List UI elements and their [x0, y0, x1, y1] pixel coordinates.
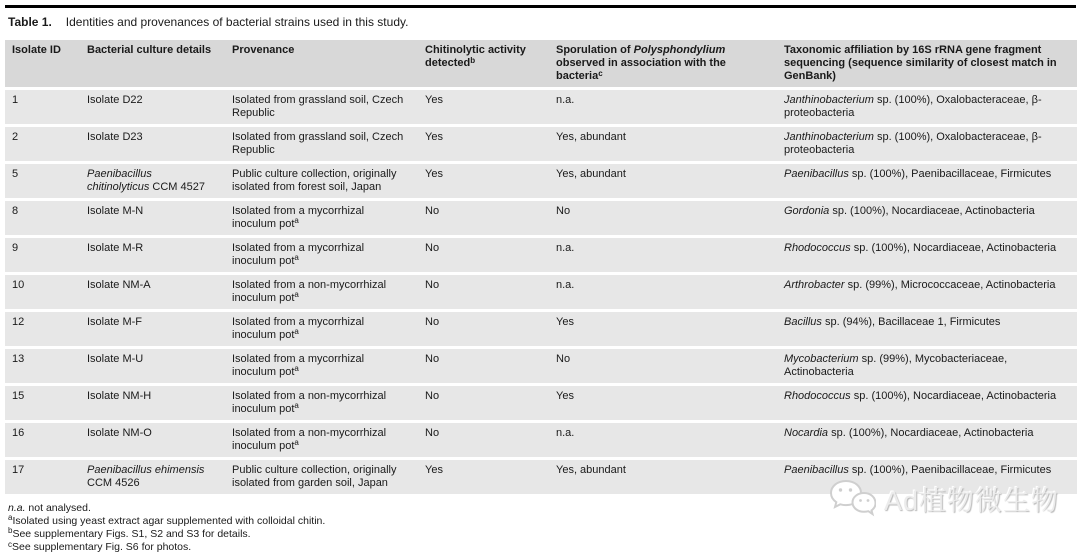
- cell-provenance: Isolated from a non-mycorrhizal inoculum pot$^a$: [225, 275, 418, 309]
- footnote-line: $^a$Isolated using yeast extract agar supplemented with colloidal chitin.: [8, 513, 326, 527]
- cell-chitinolytic: No: [418, 238, 549, 272]
- cell-taxonomy: Janthinobacterium sp. (100%), Oxalobacteraceae, β-proteobacteria: [777, 90, 1077, 124]
- table-row: [5, 275, 1077, 309]
- table-row: [5, 312, 1077, 346]
- cell-culture: Isolate M-N: [80, 201, 225, 235]
- cell-sporulation: Yes: [549, 386, 777, 420]
- cell-culture: Paenibacillus ehimensis CCM 4526: [80, 460, 225, 494]
- cell-culture: Isolate M-R: [80, 238, 225, 272]
- column-header-culture: Bacterial culture details: [80, 40, 225, 87]
- cell-sporulation: Yes, abundant: [549, 460, 777, 494]
- table-caption: [5, 8, 1077, 37]
- table-row: [5, 238, 1077, 272]
- cell-chitinolytic: No: [418, 275, 549, 309]
- cell-provenance: Public culture collection, originally isolated from forest soil, Japan: [225, 164, 418, 198]
- cell-sporulation: Yes: [549, 312, 777, 346]
- cell-isolate-id: 12: [5, 312, 80, 346]
- cell-isolate-id: 2: [5, 127, 80, 161]
- cell-culture: Isolate D23: [80, 127, 225, 161]
- cell-isolate-id: 9: [5, 238, 80, 272]
- cell-culture: Isolate NM-H: [80, 386, 225, 420]
- table-row: [5, 127, 1077, 161]
- cell-taxonomy: Janthinobacterium sp. (100%), Oxalobacteraceae, β-proteobacteria: [777, 127, 1077, 161]
- footnote-line: n.a. not analysed.: [8, 501, 91, 514]
- cell-taxonomy: Mycobacterium sp. (99%), Mycobacteriaceae, Actinobacteria: [777, 349, 1077, 383]
- cell-taxonomy: Bacillus sp. (94%), Bacillaceae 1, Firmicutes: [777, 312, 1077, 346]
- cell-provenance: Isolated from a mycorrhizal inoculum pot$^a$: [225, 201, 418, 235]
- wechat-icon: [828, 478, 876, 518]
- cell-provenance: Isolated from a non-mycorrhizal inoculum pot$^a$: [225, 423, 418, 457]
- cell-culture: Isolate NM-A: [80, 275, 225, 309]
- cell-chitinolytic: No: [418, 312, 549, 346]
- cell-sporulation: No: [549, 349, 777, 383]
- column-header-provenance: Provenance: [225, 40, 418, 87]
- cell-culture: Isolate D22: [80, 90, 225, 124]
- table-title: Identities and provenances of bacterial strains used in this study.: [65, 15, 409, 29]
- cell-taxonomy: Rhodococcus sp. (100%), Nocardiaceae, Actinobacteria: [777, 238, 1077, 272]
- cell-taxonomy: Paenibacillus sp. (100%), Paenibacillaceae, Firmicutes: [777, 460, 1077, 494]
- cell-taxonomy: Nocardia sp. (100%), Nocardiaceae, Actinobacteria: [777, 423, 1077, 457]
- cell-culture: Isolate M-F: [80, 312, 225, 346]
- table-body: [5, 90, 1077, 493]
- cell-chitinolytic: Yes: [418, 90, 549, 124]
- cell-provenance: Isolated from a mycorrhizal inoculum pot$^a$: [225, 312, 418, 346]
- cell-isolate-id: 1: [5, 90, 80, 124]
- cell-chitinolytic: Yes: [418, 164, 549, 198]
- cell-isolate-id: 16: [5, 423, 80, 457]
- cell-provenance: Isolated from a non-mycorrhizal inoculum pot$^a$: [225, 386, 418, 420]
- cell-chitinolytic: No: [418, 349, 549, 383]
- cell-chitinolytic: No: [418, 201, 549, 235]
- cell-isolate-id: 8: [5, 201, 80, 235]
- table-row: [5, 164, 1077, 198]
- cell-isolate-id: 5: [5, 164, 80, 198]
- cell-culture: Paenibacillus chitinolyticus CCM 4527: [80, 164, 225, 198]
- table-row: [5, 201, 1077, 235]
- cell-culture: Isolate M-U: [80, 349, 225, 383]
- table-row: [5, 349, 1077, 383]
- cell-taxonomy: Arthrobacter sp. (99%), Micrococcaceae, Actinobacteria: [777, 275, 1077, 309]
- cell-taxonomy: Gordonia sp. (100%), Nocardiaceae, Actinobacteria: [777, 201, 1077, 235]
- column-header-sporulation: Sporulation of Polysphondylium observed in association with the bacteria$^c$: [549, 40, 777, 87]
- table-row: [5, 386, 1077, 420]
- cell-sporulation: n.a.: [549, 275, 777, 309]
- table-number-label: Table 1.: [8, 15, 52, 29]
- watermark: [828, 478, 1059, 518]
- cell-provenance: Isolated from a mycorrhizal inoculum pot$^a$: [225, 349, 418, 383]
- cell-provenance: Isolated from a mycorrhizal inoculum pot$^a$: [225, 238, 418, 272]
- cell-isolate-id: 13: [5, 349, 80, 383]
- cell-sporulation: No: [549, 201, 777, 235]
- column-header-isolate-id: Isolate ID: [5, 40, 80, 87]
- table-row: [5, 423, 1077, 457]
- table-row: [5, 90, 1077, 124]
- cell-sporulation: n.a.: [549, 423, 777, 457]
- cell-provenance: Isolated from grassland soil, Czech Republic: [225, 127, 418, 161]
- footnote-line: $^b$See supplementary Figs. S1, S2 and S3 for details.: [8, 526, 251, 541]
- strains-table: [5, 37, 1077, 496]
- column-header-chitinolytic: Chitinolytic activity detected$^b$: [418, 40, 549, 87]
- cell-culture: Isolate NM-O: [80, 423, 225, 457]
- cell-chitinolytic: Yes: [418, 127, 549, 161]
- cell-chitinolytic: Yes: [418, 460, 549, 494]
- cell-isolate-id: 10: [5, 275, 80, 309]
- cell-chitinolytic: No: [418, 423, 549, 457]
- cell-isolate-id: 15: [5, 386, 80, 420]
- cell-sporulation: Yes, abundant: [549, 127, 777, 161]
- footnote-line: $^c$See supplementary Fig. S6 for photos.: [8, 539, 192, 554]
- cell-provenance: Public culture collection, originally isolated from garden soil, Japan: [225, 460, 418, 494]
- cell-sporulation: n.a.: [549, 90, 777, 124]
- cell-taxonomy: Rhodococcus sp. (100%), Nocardiaceae, Actinobacteria: [777, 386, 1077, 420]
- cell-provenance: Isolated from grassland soil, Czech Republic: [225, 90, 418, 124]
- cell-isolate-id: 17: [5, 460, 80, 494]
- watermark-text: Ad植物微生物: [884, 485, 1060, 516]
- cell-sporulation: n.a.: [549, 238, 777, 272]
- cell-taxonomy: Paenibacillus sp. (100%), Paenibacillaceae, Firmicutes: [777, 164, 1077, 198]
- cell-chitinolytic: No: [418, 386, 549, 420]
- column-header-taxonomy: Taxonomic affiliation by 16S rRNA gene fragment sequencing (sequence similarity of closest match in GenBank): [777, 40, 1077, 87]
- header-row: [5, 40, 1077, 87]
- cell-sporulation: Yes, abundant: [549, 164, 777, 198]
